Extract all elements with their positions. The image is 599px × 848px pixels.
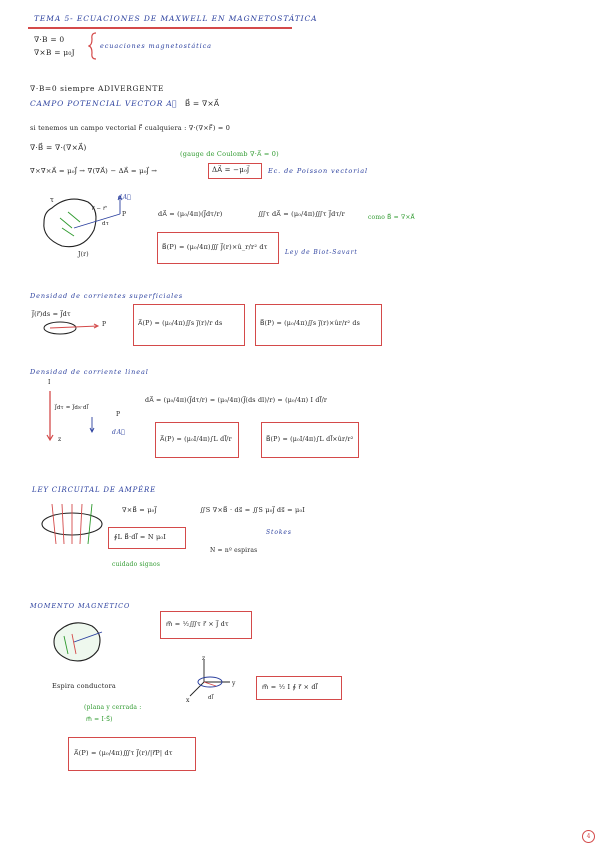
axis-dl-label: dl⃗ — [208, 695, 214, 701]
surface-b-formula: B⃗(P) = (μ₀/4π)∬s j⃗(r)×ûr/r² ds — [260, 320, 361, 327]
signs-note: cuidado signos — [112, 561, 161, 568]
title-underline — [28, 27, 292, 29]
fig-dtau-label: dτ — [102, 221, 109, 227]
div-b-expression: ∇·B⃗ = ∇·(∇×A⃗) — [30, 143, 87, 152]
moment-loop-formula: m⃗ = ½ I ∮ r⃗ × dl⃗ — [262, 683, 318, 691]
maxwell-eq-divergence: ∇·B = 0 — [34, 35, 65, 44]
linear-z-label: z — [58, 436, 62, 443]
section-heading-potential: CAMPO POTENCIAL VECTOR A⃗ — [30, 99, 178, 108]
section-heading-moment: MOMENTO MAGNÉTICO — [30, 602, 131, 610]
axis-x-label: x — [186, 697, 190, 704]
linear-fig-eq: J⃗dτ = J⃗ds·dl⃗ — [55, 405, 89, 411]
ampere-flux-eq: ∬S ∇×B⃗ · ds⃗ = ∬S μ₀J⃗ ds⃗ = μ₀I — [200, 506, 306, 514]
linear-a-box — [155, 422, 239, 458]
axis-z-label: z — [202, 655, 206, 662]
adivergente-note: ∇·B=0 siempre ADIVERGENTE — [30, 84, 165, 93]
moment-a-formula: A⃗(P) = (μ₀/4π)∭τ J⃗(r)/|r⃗P| dτ — [74, 749, 173, 757]
surface-a-formula: A⃗(P) = (μ₀/4π)∬s j⃗(r)/r ds — [138, 320, 223, 327]
como-note: como B⃗ = ∇×A⃗ — [368, 214, 415, 221]
int-a-formula: ∭τ dA⃗ = (μ₀/4π)∭τ J⃗dτ/r — [258, 210, 345, 218]
gauge-note: (gauge de Coulomb ∇·A⃗ = 0) — [180, 150, 279, 158]
fig-r-label: r⃗ − r⃗' — [92, 206, 108, 212]
surface-figure — [40, 318, 110, 338]
surface-b-box — [255, 304, 382, 346]
poisson-box — [208, 163, 262, 179]
poisson-formula: ΔA⃗ = −μ₀J⃗ — [212, 166, 250, 174]
vector-identity: si tenemos un campo vectorial F⃗ cualquiera : ∇·(∇×F⃗) = 0 — [30, 124, 231, 132]
plana-note: (plana y cerrada : — [84, 704, 142, 711]
page-number: 4 — [582, 830, 595, 843]
n-espiras-note: N = nº espiras — [210, 547, 258, 554]
poisson-label: Ec. de Poisson vectorial — [268, 167, 368, 175]
moment-loop-box — [256, 676, 342, 700]
moment-formula: m⃗ = ½∭τ r⃗ × J⃗ dτ — [166, 620, 229, 628]
linear-b-box — [261, 422, 359, 458]
poisson-derivation: ∇×∇×A⃗ = μ₀J⃗ → ∇(∇A⃗) − ΔA⃗ = μ₀J⃗ → — [30, 167, 158, 175]
surface-p-label: P — [102, 321, 107, 328]
fig-tau-label: τ — [50, 196, 55, 204]
brace-label: ecuaciones magnetostática — [100, 42, 212, 50]
linear-da-formula: dA⃗ = (μ₀/4π)(J⃗dτ/r) = (μ₀/4π)(J⃗(ds dl)/r) = (μ₀/4π) I dl⃗/r — [145, 397, 328, 404]
espira-label: Espira conductora — [52, 682, 117, 690]
linear-b-formula: B⃗(P) = (μ₀I/4π)∫L dl⃗×ûr/r² — [266, 436, 354, 443]
moment-box — [160, 611, 252, 639]
b-curl-a: B⃗ = ∇×A⃗ — [185, 99, 220, 108]
moment-is-note: m⃗ = I·S⃗) — [86, 716, 113, 723]
linear-i-label: I — [48, 379, 51, 386]
ampere-figure — [38, 500, 112, 548]
linear-a-formula: A⃗(P) = (μ₀I/4π)∫L dl⃗/r — [160, 436, 232, 443]
ampere-box — [108, 527, 186, 549]
surface-eq: J⃗(r⃗)ds = J⃗dτ — [32, 310, 71, 318]
brace-icon — [88, 32, 98, 60]
section-heading-linear: Densidad de corriente lineal — [30, 368, 149, 376]
fig-p-label: P — [122, 211, 127, 218]
section-heading-ampere: LEY CIRCUITAL DE AMPÈRE — [32, 486, 157, 494]
section-heading-surface: Densidad de corrientes superficiales — [30, 292, 184, 300]
moment-figure — [50, 616, 112, 666]
linear-figure — [44, 385, 104, 443]
moment-a-box — [68, 737, 196, 771]
linear-p-label: P — [116, 411, 121, 418]
fig-da-label: dA⃗ — [118, 194, 132, 201]
fig-j-label: J(r) — [78, 251, 89, 258]
stokes-label: Stokes — [266, 529, 292, 536]
axis-y-label: y — [232, 680, 236, 687]
surface-a-box — [133, 304, 245, 346]
maxwell-eq-curl: ∇×B = μ₀J — [34, 48, 75, 57]
da-formula: dA⃗ = (μ₀/4π)(J⃗dτ/r) — [158, 210, 223, 218]
ampere-curl-eq: ∇×B⃗ = μ₀J⃗ — [122, 506, 157, 514]
biot-savart-formula: B⃗(P) = (μ₀/4π)∭ J⃗(r)×û_r/r² dτ — [162, 243, 268, 251]
page-title: TEMA 5- ECUACIONES DE MAXWELL EN MAGNETOSTÁTICA — [34, 14, 318, 23]
biot-savart-box — [157, 232, 279, 264]
linear-da-label: dA⃗ — [112, 429, 126, 436]
ampere-formula: ∮L B⃗·dl⃗ = N μ₀I — [114, 533, 166, 541]
biot-savart-label: Ley de Biot-Savart — [285, 249, 358, 256]
